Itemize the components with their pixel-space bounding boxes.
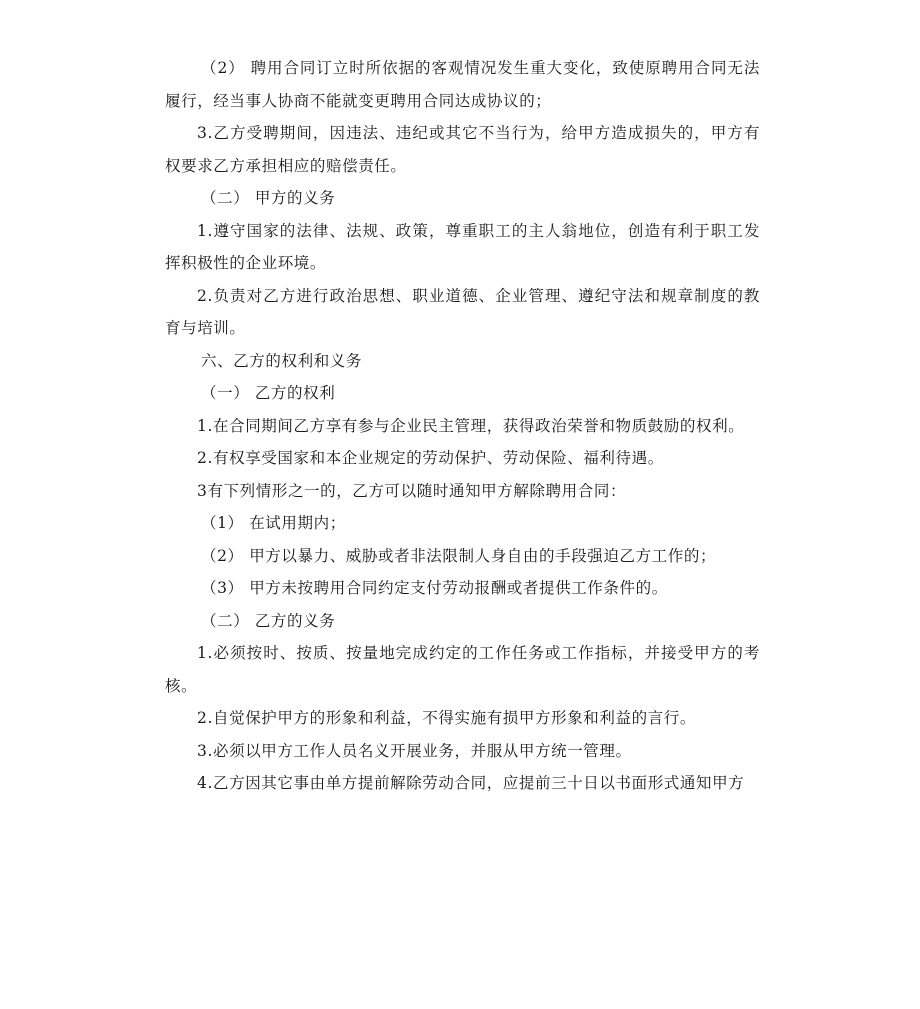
heading-party-a-duties: （二） 甲方的义务 — [201, 189, 336, 207]
list-item-case-2: （2） 甲方以暴力、威胁或者非法限制人身自由的手段强迫乙方工作的； — [201, 546, 717, 565]
paragraph-right-3: 3有下列情形之一的，乙方可以随时通知甲方解除聘用合同： — [197, 481, 627, 500]
paragraph-duty-2: 2.负责对乙方进行政治思想、职业道德、企业管理、遵纪守法和规章制度的教育与培训。 — [165, 286, 760, 337]
paragraph-duty-1: 1.遵守国家的法律、法规、政策，尊重职工的主人翁地位，创造有利于职工发挥积极性的企业环境。 — [165, 221, 760, 272]
paragraph-obligation-1: 1.必须按时、按质、按量地完成约定的工作任务或工作指标，并接受甲方的考核。 — [165, 644, 760, 695]
list-item-case-1: （1） 在试用期内； — [201, 514, 346, 532]
section-heading-six: 六、乙方的权利和义务 — [201, 351, 363, 370]
heading-party-b-duties: （二） 乙方的义务 — [201, 611, 336, 630]
paragraph-right-2: 2.有权享受国家和本企业规定的劳动保护、劳动保险、福利待遇。 — [197, 449, 664, 467]
paragraph-obligation-2: 2.自觉保护甲方的形象和利益，不得实施有损甲方形象和利益的言行。 — [197, 709, 696, 727]
list-item-case-3: （3） 甲方未按聘用合同约定支付劳动报酬或者提供工作条件的。 — [201, 579, 668, 597]
document-body — [165, 52, 760, 800]
paragraph-right-1: 1.在合同期间乙方享有参与企业民主管理，获得政治荣誉和物质鼓励的权利。 — [197, 416, 745, 435]
paragraph-obligation-4: 4.乙方因其它事由单方提前解除劳动合同，应提前三十日以书面形式通知甲方 — [197, 774, 745, 792]
paragraph-condition-2: （2） 聘用合同订立时所依据的客观情况发生重大变化，致使原聘用合同无法履行，经当事人协商不能就变更聘用合同达成协议的； — [165, 59, 760, 110]
paragraph-clause-3-liability: 3.乙方受聘期间，因违法、违纪或其它不当行为，给甲方造成损失的，甲方有权要求乙方承担相应的赔偿责任。 — [165, 124, 760, 175]
heading-party-b-rights: （一） 乙方的权利 — [201, 384, 336, 402]
paragraph-obligation-3: 3.必须以甲方工作人员名义开展业务，并服从甲方统一管理。 — [197, 741, 632, 760]
